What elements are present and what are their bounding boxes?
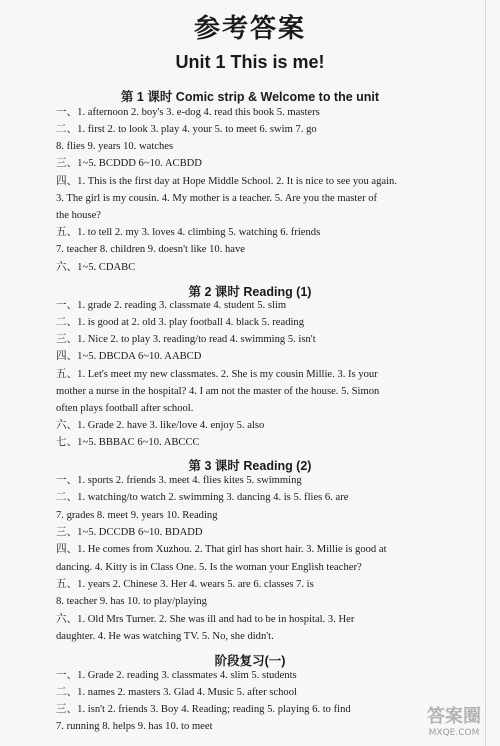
answer-line: 四、1~5. DBCDA 6~10. AABCD <box>56 351 202 362</box>
watermark <box>414 702 494 742</box>
answer-line: 一、1. Grade 2. reading 3. classmates 4. slim 5. students <box>56 670 297 681</box>
answer-line: 七、1~5. BBBAC 6~10. ABCCC <box>56 437 200 448</box>
answer-line: 五、1. years 2. Chinese 3. Her 4. wears 5. are 6. classes 7. is <box>56 579 314 590</box>
answer-line: 五、1. to tell 2. my 3. loves 4. climbing 5. watching 6. friends <box>56 227 321 238</box>
answer-line: 3. The girl is my cousin. 4. My mother is a teacher. 5. Are you the master of <box>56 193 378 204</box>
answer-line: the house? <box>56 210 102 221</box>
answer-line: 三、1. Nice 2. to play 3. reading/to read 4. swimming 5. isn't <box>56 334 316 345</box>
answer-line: 7. running 8. helps 9. has 10. to meet <box>56 721 213 732</box>
answer-line: 四、1. He comes from Xuzhou. 2. That girl has short hair. 3. Millie is good at <box>56 544 387 555</box>
answer-line: 一、1. sports 2. friends 3. meet 4. flies kites 5. swimming <box>56 475 302 486</box>
section-heading: 第 1 课时 Comic strip & Welcome to the unit <box>120 90 380 104</box>
page-title: 参考答案 <box>193 14 306 44</box>
answer-line: 二、1. names 2. masters 3. Glad 4. Music 5. after school <box>56 687 297 698</box>
answer-line: 7. teacher 8. children 9. doesn't like 10. have <box>56 244 246 255</box>
answer-line: 二、1. is good at 2. old 3. play football 4. black 5. reading <box>56 317 305 328</box>
answer-line: 六、1. Grade 2. have 3. like/love 4. enjoy 5. also <box>56 420 265 431</box>
answer-line: dancing. 4. Kitty is in Class One. 5. Is the woman your English teacher? <box>56 562 362 573</box>
answer-line: 四、1. This is the first day at Hope Middle School. 2. It is nice to see you again. <box>56 176 398 187</box>
answer-line: 8. teacher 9. has 10. to play/playing <box>56 596 207 607</box>
answer-line: 五、1. Let's meet my new classmates. 2. She is my cousin Millie. 3. Is your <box>56 369 378 380</box>
answer-line: 三、1. isn't 2. friends 3. Boy 4. Reading; reading 5. playing 6. to find <box>56 704 351 715</box>
page-edge-rule <box>485 0 486 746</box>
answer-line: 二、1. first 2. to look 3. play 4. your 5. to meet 6. swim 7. go <box>56 124 317 135</box>
answer-line: 8. flies 9. years 10. watches <box>56 141 174 152</box>
watermark-logo: 答案圈 <box>427 706 481 727</box>
answer-line: 一、1. grade 2. reading 3. classmate 4. student 5. slim <box>56 300 287 311</box>
section-heading: 阶段复习(一) <box>214 654 286 668</box>
answer-line: 三、1~5. DCCDB 6~10. BDADD <box>56 527 203 538</box>
answer-line: 一、1. afternoon 2. boy's 3. e-dog 4. read this book 5. masters <box>56 107 320 118</box>
unit-title: Unit 1 This is me! <box>175 52 325 72</box>
watermark-url: MXQE.COM <box>428 728 480 738</box>
answer-line: 六、1. Old Mrs Turner. 2. She was ill and had to be in hospital. 3. Her <box>56 614 355 625</box>
answer-line: 三、1~5. BCDDD 6~10. ACBDD <box>56 158 202 169</box>
answer-line: often plays football after school. <box>56 403 194 414</box>
section-heading: 第 3 课时 Reading (2) <box>188 459 312 473</box>
answer-line: 六、1~5. CDABC <box>56 262 136 273</box>
answer-line: 7. grades 8. meet 9. years 10. Reading <box>56 510 218 521</box>
answer-line: daughter. 4. He was watching TV. 5. No, she didn't. <box>56 631 274 642</box>
answer-line: 二、1. watching/to watch 2. swimming 3. dancing 4. is 5. flies 6. are <box>56 492 349 503</box>
answer-line: mother a nurse in the hospital? 4. I am not the master of the house. 5. Simon <box>56 386 380 397</box>
section-heading: 第 2 课时 Reading (1) <box>188 285 312 299</box>
